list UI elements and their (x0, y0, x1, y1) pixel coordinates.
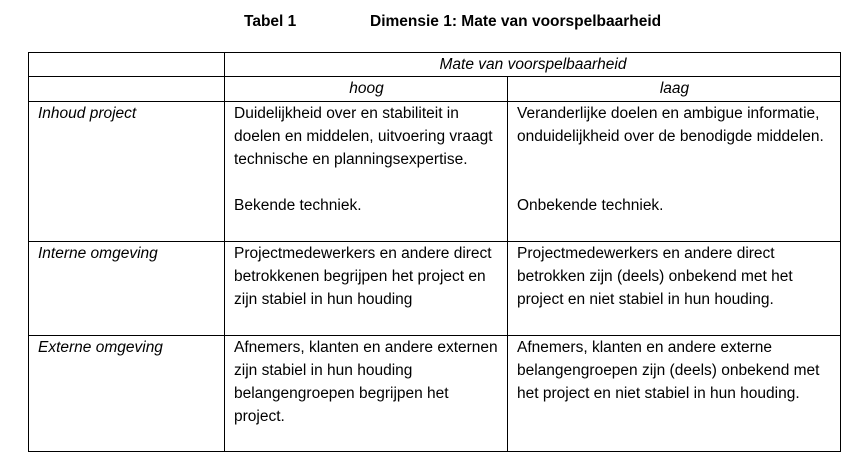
cell-text: Veranderlijke doelen en ambigue informatie, onduidelijkheid over de benodigde middelen. (517, 104, 824, 145)
table-title: Dimensie 1: Mate van voorspelbaarheid (370, 13, 662, 30)
empty-corner-cell (29, 77, 225, 101)
table-row (29, 241, 841, 335)
cell-text: Duidelijkheid over en stabiliteit in doelen en middelen, uitvoering vraagt technische en planningsexpertise. (234, 104, 493, 169)
empty-corner-cell (29, 53, 225, 77)
table-row (29, 101, 841, 241)
row-label-interne-omgeving: Interne omgeving (29, 241, 225, 335)
table-caption (0, 13, 863, 35)
cell-laag: Afnemers, klanten en andere externe belangengroepen zijn (deels) onbekend met het project en niet stabiel in hun houding. (508, 335, 841, 451)
table-row (29, 335, 841, 451)
group-header-cell: Mate van voorspelbaarheid (225, 53, 841, 77)
cell-text-extra: Onbekende techniek. (517, 197, 664, 215)
row-label-inhoud-project: Inhoud project (29, 101, 225, 241)
column-header-laag: laag (508, 77, 841, 101)
group-header-row (29, 53, 841, 77)
cell-hoog: Projectmedewerkers en andere direct betrokkenen begrijpen het project en zijn stabiel in hun houding (225, 241, 508, 335)
cell-laag (508, 101, 841, 241)
cell-hoog: Afnemers, klanten en andere externen zijn stabiel in hun houding belangengroepen begrijpen het project. (225, 335, 508, 451)
column-header-row (29, 77, 841, 101)
table-number: Tabel 1 (244, 13, 297, 30)
row-label-externe-omgeving: Externe omgeving (29, 335, 225, 451)
column-header-hoog: hoog (225, 77, 508, 101)
cell-laag: Projectmedewerkers en andere direct betrokken zijn (deels) onbekend met het project en niet stabiel in hun houding. (508, 241, 841, 335)
predictability-table (28, 52, 841, 452)
cell-text-extra: Bekende techniek. (234, 197, 362, 215)
cell-hoog (225, 101, 508, 241)
